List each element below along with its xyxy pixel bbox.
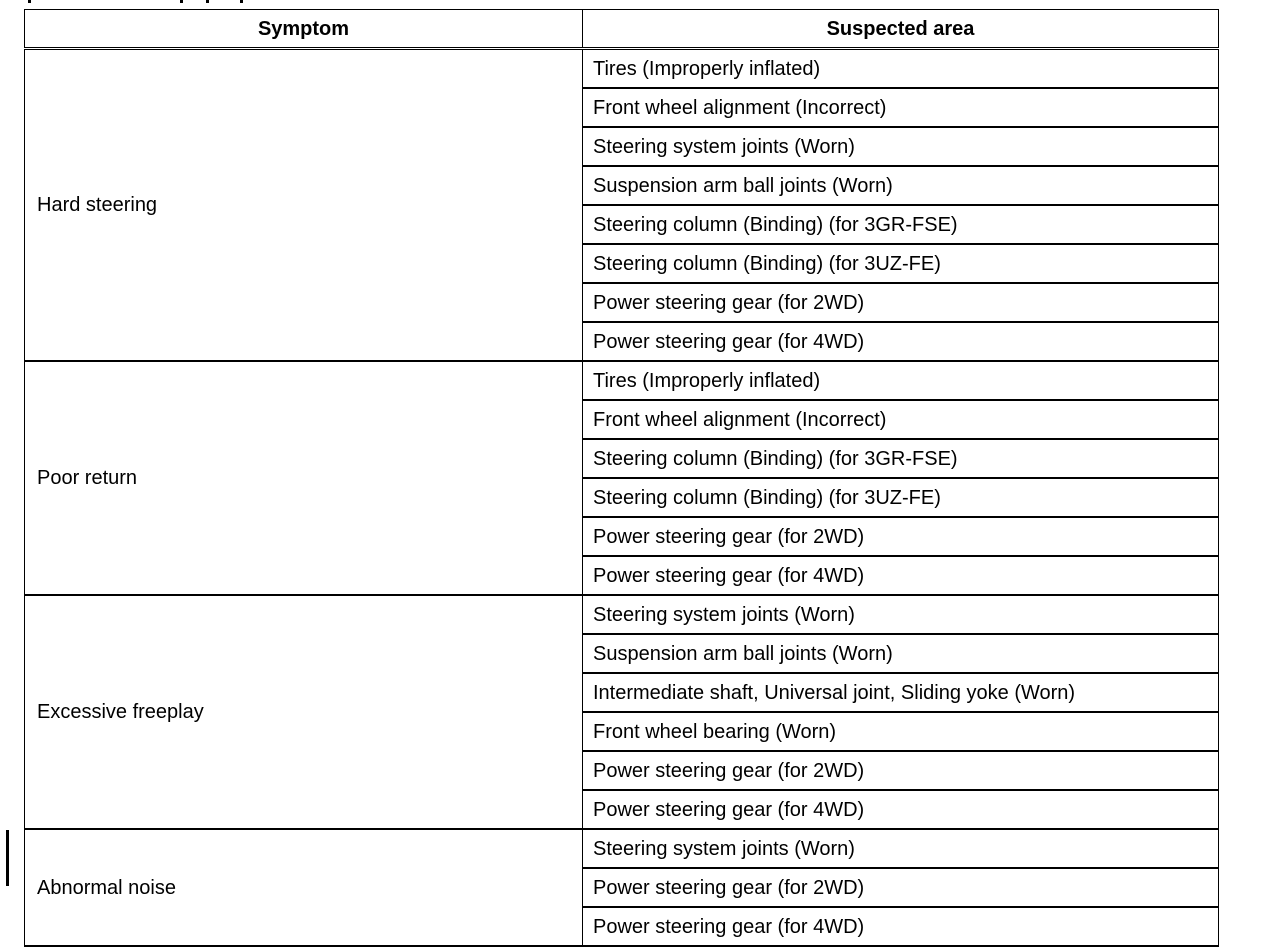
suspected-area-cell: Suspension arm ball joints (Worn) <box>583 166 1219 205</box>
suspected-area-cell: Suspension arm ball joints (Worn) <box>583 634 1219 673</box>
suspected-area-cell: Front wheel alignment (Incorrect) <box>583 400 1219 439</box>
symptom-cell: Poor return <box>25 361 583 595</box>
suspected-area-cell: Steering system joints (Worn) <box>583 127 1219 166</box>
symptom-cell: Excessive freeplay <box>25 595 583 829</box>
suspected-area-cell: Power steering gear (for 4WD) <box>583 556 1219 595</box>
suspected-area-cell: Power steering gear (for 2WD) <box>583 868 1219 907</box>
suspected-area-cell: Steering column (Binding) (for 3UZ-FE) <box>583 244 1219 283</box>
problem-symptoms-table <box>24 9 1219 947</box>
table-row <box>25 829 1219 868</box>
table-body <box>25 49 1219 947</box>
suspected-area-cell: Power steering gear (for 2WD) <box>583 751 1219 790</box>
table-row <box>25 595 1219 634</box>
suspected-area-cell: Steering system joints (Worn) <box>583 829 1219 868</box>
table-header-row <box>25 10 1219 49</box>
suspected-area-cell: Steering column (Binding) (for 3UZ-FE) <box>583 478 1219 517</box>
header-suspected-area: Suspected area <box>583 10 1219 49</box>
suspected-area-cell: Intermediate shaft, Universal joint, Sliding yoke (Worn) <box>583 673 1219 712</box>
table-row <box>25 361 1219 400</box>
cropped-heading-fragment <box>28 0 248 4</box>
suspected-area-cell: Tires (Improperly inflated) <box>583 361 1219 400</box>
suspected-area-cell: Front wheel alignment (Incorrect) <box>583 88 1219 127</box>
suspected-area-cell: Steering column (Binding) (for 3GR-FSE) <box>583 439 1219 478</box>
suspected-area-cell: Power steering gear (for 4WD) <box>583 790 1219 829</box>
suspected-area-cell: Steering system joints (Worn) <box>583 595 1219 634</box>
suspected-area-cell: Power steering gear (for 4WD) <box>583 322 1219 361</box>
suspected-area-cell: Steering column (Binding) (for 3GR-FSE) <box>583 205 1219 244</box>
revision-change-bar <box>6 830 9 886</box>
suspected-area-cell: Power steering gear (for 4WD) <box>583 907 1219 946</box>
suspected-area-cell: Power steering gear (for 2WD) <box>583 517 1219 556</box>
suspected-area-cell: Power steering gear (for 2WD) <box>583 283 1219 322</box>
suspected-area-cell: Tires (Improperly inflated) <box>583 49 1219 89</box>
symptom-cell: Abnormal noise <box>25 829 583 946</box>
suspected-area-cell: Front wheel bearing (Worn) <box>583 712 1219 751</box>
table-row <box>25 49 1219 89</box>
symptom-cell: Hard steering <box>25 49 583 362</box>
header-symptom: Symptom <box>25 10 583 49</box>
